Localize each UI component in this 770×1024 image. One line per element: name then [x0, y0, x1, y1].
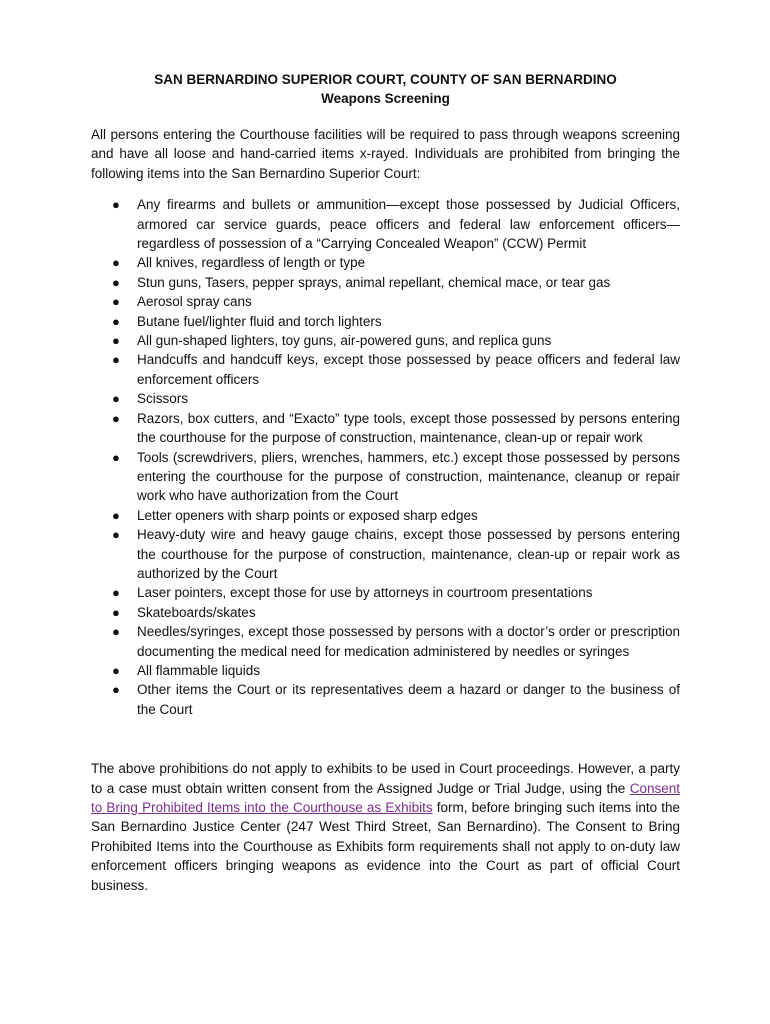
bullet-icon: ●	[112, 333, 120, 349]
intro-paragraph: All persons entering the Courthouse facilities will be required to pass through weapons screening and have all loose and hand-carried items x-rayed. Individuals are prohibited from bringing the following items into the San Bernardino Superior Court:	[91, 127, 680, 181]
list-item	[91, 273, 680, 292]
list-item-text: Scissors	[137, 391, 189, 407]
bullet-icon: ●	[112, 410, 120, 426]
bullet-icon: ●	[112, 624, 120, 640]
list-item-text: Needles/syringes, except those possessed by persons with a doctor’s order or prescription documenting the medical need for medication administered by needles or syringes	[137, 624, 680, 659]
list-item	[91, 292, 680, 311]
bullet-icon: ●	[112, 274, 120, 290]
list-item	[91, 448, 680, 506]
list-item	[91, 195, 680, 253]
list-item-text: Heavy-duty wire and heavy gauge chains, except those possessed by persons entering the courthouse for the purpose of construction, maintenance, clean-up or repair work as authorized by the Court	[137, 527, 680, 581]
list-item-text: All knives, regardless of length or type	[137, 255, 366, 271]
list-item	[91, 661, 680, 680]
closing-text-after-link: form, before bringing such items into the San Bernardino Justice Center (247 West Third Street, San Bernardino). The Consent to Bring Prohibited Items into the Courthouse as Exhibits form requirements shall not apply to on-duty law enforcement officers bringing weapons as evidence into the Court as part of official Court business.	[91, 800, 681, 893]
bullet-icon: ●	[112, 391, 120, 407]
bullet-icon: ●	[112, 527, 120, 543]
list-item-text: Stun guns, Tasers, pepper sprays, animal repellant, chemical mace, or tear gas	[137, 274, 611, 290]
list-item-text: Handcuffs and handcuff keys, except those possessed by peace officers and federal law enforcement officers	[137, 352, 680, 387]
list-item-text: Laser pointers, except those for use by attorneys in courtroom presentations	[137, 585, 593, 601]
closing-text-before-link: The above prohibitions do not apply to exhibits to be used in Court proceedings. However, a party to a case must obtain written consent from the Assigned Judge or Trial Judge, using the	[91, 761, 680, 796]
bullet-icon: ●	[112, 604, 120, 620]
list-item	[91, 583, 680, 602]
bullet-icon: ●	[112, 197, 120, 213]
list-item	[91, 389, 680, 408]
list-item-text: Tools (screwdrivers, pliers, wrenches, hammers, etc.) except those possessed by persons entering the courthouse for the purpose of construction, maintenance, cleanup or repair work who have authorization from the Court	[137, 449, 680, 504]
list-item-text: Letter openers with sharp points or exposed sharp edges	[137, 507, 478, 523]
list-item-text: Butane fuel/lighter fluid and torch lighters	[137, 313, 382, 329]
list-item	[91, 603, 680, 622]
bullet-icon: ●	[112, 585, 120, 601]
list-item-text: Other items the Court or its representatives deem a hazard or danger to the business of the Court	[137, 682, 680, 717]
bullet-icon: ●	[112, 662, 120, 678]
list-item	[91, 506, 680, 525]
list-item-text: Skateboards/skates	[137, 604, 256, 620]
list-item-text: Aerosol spray cans	[137, 294, 252, 310]
list-item	[91, 312, 680, 331]
list-item	[91, 525, 680, 583]
bullet-icon: ●	[112, 682, 120, 698]
list-item-text: All gun-shaped lighters, toy guns, air-powered guns, and replica guns	[137, 333, 552, 349]
closing-paragraph	[91, 759, 680, 895]
list-item	[91, 253, 680, 272]
list-item	[91, 331, 680, 350]
list-item-text: All flammable liquids	[137, 662, 261, 678]
consent-form-link[interactable]: Consent to Bring Prohibited Items into the Courthouse as Exhibits	[91, 780, 680, 815]
bullet-icon: ●	[112, 313, 120, 329]
bullet-icon: ●	[112, 352, 120, 368]
bullet-icon: ●	[112, 255, 120, 271]
bullet-icon: ●	[112, 294, 120, 310]
list-item	[91, 350, 680, 389]
bullet-icon: ●	[112, 507, 120, 523]
list-item	[91, 409, 680, 448]
list-item	[91, 622, 680, 661]
list-item-text: Razors, box cutters, and “Exacto” type tools, except those possessed by persons entering the courthouse for the purpose of construction, maintenance, clean-up or repair work	[137, 410, 680, 446]
list-item-text: Any firearms and bullets or ammunition—except those possessed by Judicial Officers, armored car service guards, peace officers and federal law enforcement officers—regardless of possession of a “Carrying Concealed Weapon” (CCW) Permit	[137, 197, 680, 252]
document-subtitle: Weapons Screening	[321, 91, 450, 106]
bullet-icon: ●	[112, 449, 120, 465]
prohibited-items-list	[91, 195, 680, 719]
list-item	[91, 680, 680, 719]
document-title: SAN BERNARDINO SUPERIOR COURT, COUNTY OF SAN BERNARDINO	[154, 72, 617, 87]
